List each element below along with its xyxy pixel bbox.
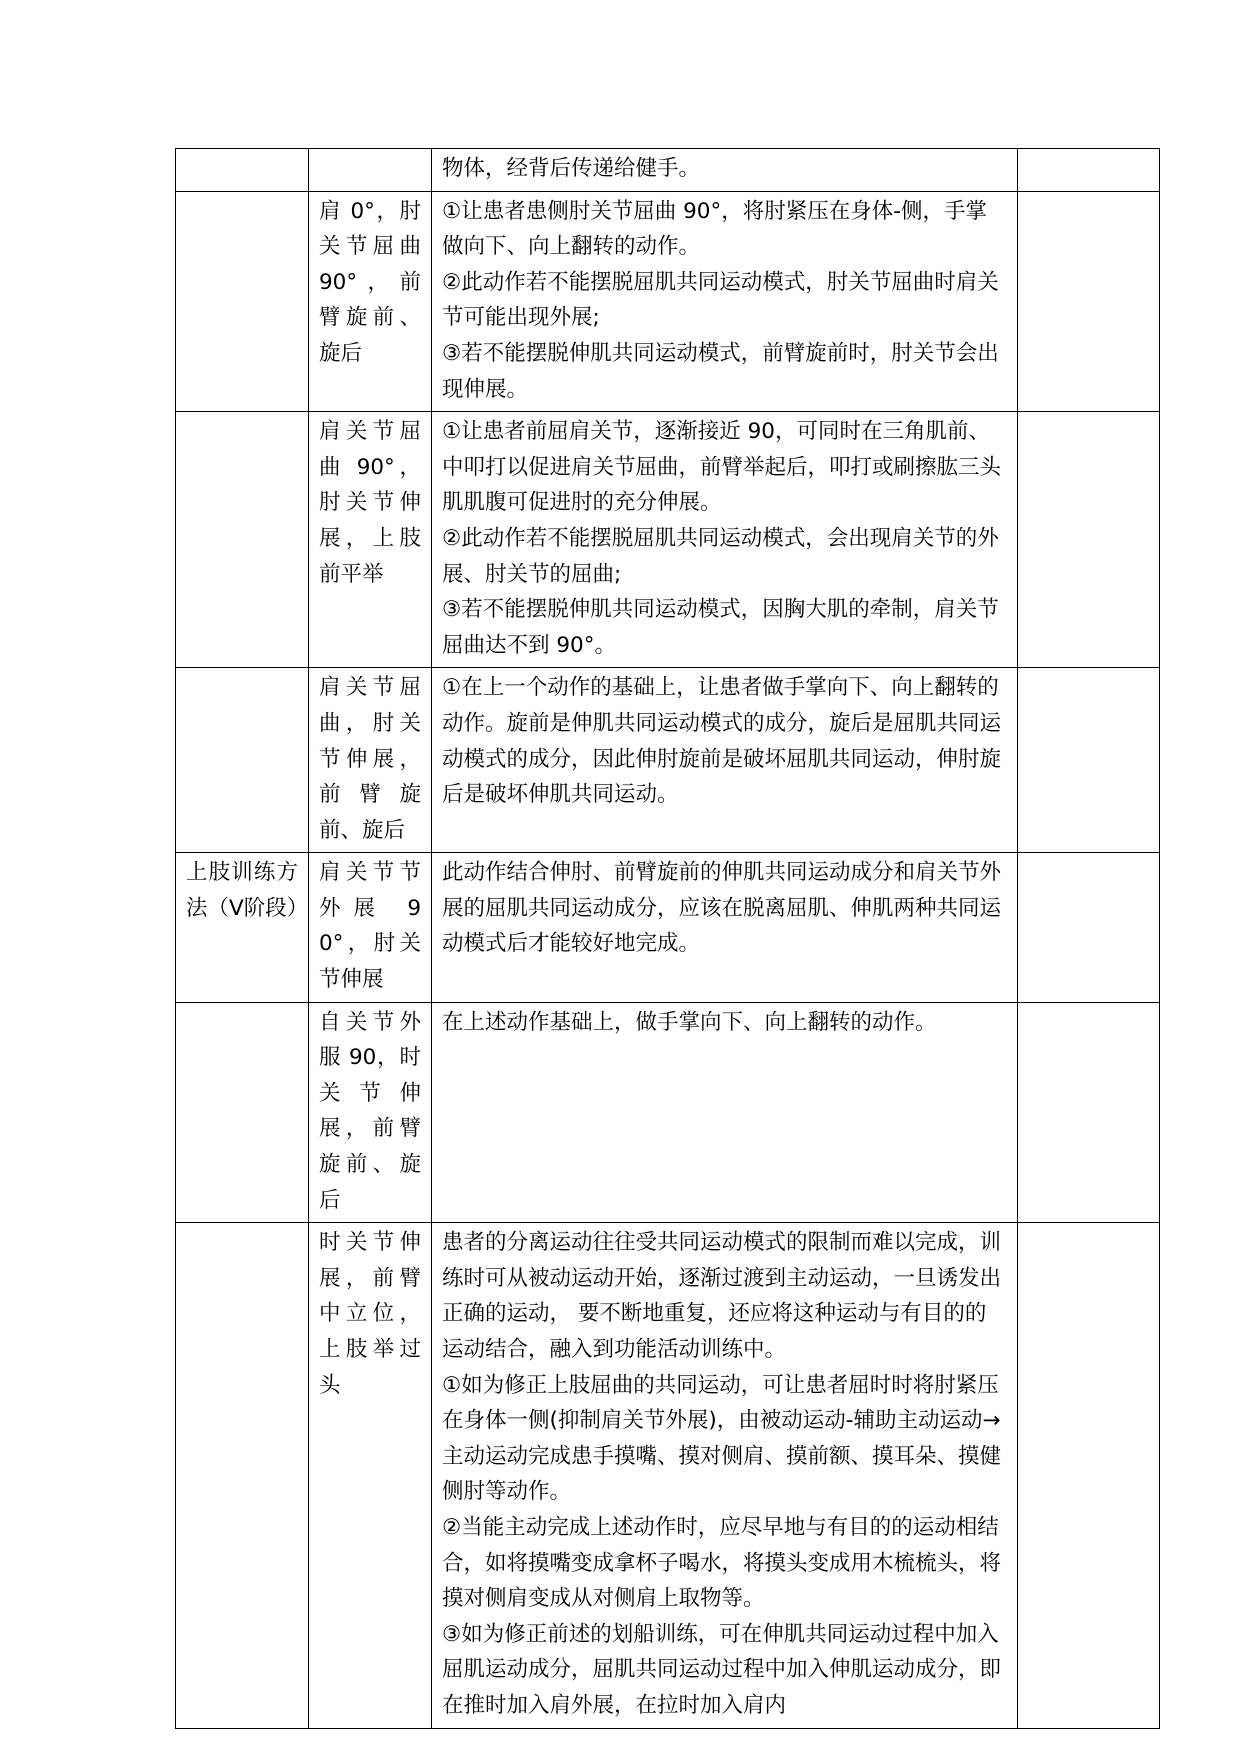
table-row bbox=[176, 191, 1160, 412]
method-paragraph: 在上述动作基础上，做手掌向下、向上翻转的动作。 bbox=[442, 1009, 937, 1035]
method-paragraph: ②当能主动完成上述动作时，应尽早地与有目的的运动相结合，如将摸嘴变成拿杯子喝水，将摸头变成用木梳梳头，将摸对侧肩变成从对侧肩上取物等。 bbox=[442, 1514, 1002, 1612]
method-paragraph: ③若不能摆脱伸肌共同运动模式，前臂旋前时，肘关节会出现伸展。 bbox=[442, 340, 999, 402]
table-row bbox=[176, 149, 1160, 192]
action-cell: 自关节外服 90，时关节伸展，前臂旋前、旋后 bbox=[309, 1002, 432, 1223]
method-cell bbox=[432, 1002, 1018, 1223]
training-table bbox=[175, 148, 1160, 1729]
method-paragraph: ③如为修正前述的划船训练，可在伸肌共同运动过程中加入屈肌运动成分，屈肌共同运动过程中加入伸肌运动成分，即在推时加入肩外展，在拉时加入肩内 bbox=[442, 1621, 1002, 1718]
category-cell: 上肢训练方法（Ⅴ阶段） bbox=[176, 853, 309, 1002]
table-row bbox=[176, 853, 1160, 1002]
note-cell bbox=[1018, 191, 1160, 412]
note-cell bbox=[1018, 1223, 1160, 1728]
method-cell bbox=[432, 191, 1018, 412]
table-row bbox=[176, 1002, 1160, 1223]
action-cell: 肩关节屈曲 90°，肘关节伸展，上肢前平举 bbox=[309, 412, 432, 668]
note-cell bbox=[1018, 1002, 1160, 1223]
category-cell bbox=[176, 1223, 309, 1728]
category-cell bbox=[176, 191, 309, 412]
action-cell bbox=[309, 149, 432, 192]
note-cell bbox=[1018, 412, 1160, 668]
action-cell: 肩 0°，肘关节屈曲 90°，前臂旋前、旋后 bbox=[309, 191, 432, 412]
method-cell bbox=[432, 149, 1018, 192]
note-cell bbox=[1018, 853, 1160, 1002]
method-cell bbox=[432, 853, 1018, 1002]
category-cell bbox=[176, 668, 309, 853]
note-cell bbox=[1018, 149, 1160, 192]
method-paragraph: ①让患者前屈肩关节，逐渐接近 90，可同时在三角肌前、中叩打以促进肩关节屈曲，前臂举起后，叩打或刷擦肱三头肌肌腹可促进肘的充分伸展。 bbox=[442, 419, 1002, 516]
method-cell bbox=[432, 412, 1018, 668]
method-paragraph: ②此动作若不能摆脱屈肌共同运动模式，肘关节屈曲时肩关节可能出现外展; bbox=[442, 269, 999, 331]
method-cell bbox=[432, 668, 1018, 853]
table-row bbox=[176, 668, 1160, 853]
category-cell bbox=[176, 149, 309, 192]
method-paragraph: ②此动作若不能摆脱屈肌共同运动模式，会出现肩关节的外展、肘关节的屈曲; bbox=[442, 525, 999, 587]
table-row bbox=[176, 1223, 1160, 1728]
method-paragraph: 患者的分离运动往往受共同运动模式的限制而难以完成，训练时可从被动运动开始，逐渐过渡到主动运动，一旦诱发出正确的运动， 要不断地重复，还应将这种运动与有目的的运动结合，融入到功能活动训练中。 bbox=[442, 1230, 1002, 1362]
note-cell bbox=[1018, 668, 1160, 853]
action-cell: 肩关节节外展 90°，肘关节伸展 bbox=[309, 853, 432, 1002]
table-body bbox=[176, 149, 1160, 1729]
method-paragraph: ①让患者患侧肘关节屈曲 90°，将肘紧压在身体-侧，手掌做向下、向上翻转的动作。 bbox=[442, 198, 987, 260]
method-paragraph: 物体，经背后传递给健手。 bbox=[442, 156, 701, 181]
table-row bbox=[176, 412, 1160, 668]
action-cell: 时关节伸展，前臂中立位，上肢举过头 bbox=[309, 1223, 432, 1728]
method-paragraph: ③若不能摆脱伸肌共同运动模式，因胸大肌的牵制，肩关节屈曲达不到 90°。 bbox=[442, 597, 999, 658]
action-cell: 肩关节屈曲，肘关节伸展，前臂旋前、旋后 bbox=[309, 668, 432, 853]
method-paragraph: ①在上一个动作的基础上，让患者做手掌向下、向上翻转的动作。旋前是伸肌共同运动模式的成分，旋后是屈肌共同运动模式的成分，因此伸肘旋前是破坏屈肌共同运动，伸肘旋后是破坏伸肌共同运动。 bbox=[442, 675, 1002, 808]
category-cell bbox=[176, 412, 309, 668]
category-cell bbox=[176, 1002, 309, 1223]
method-cell bbox=[432, 1223, 1018, 1728]
method-paragraph: ①如为修正上肢屈曲的共同运动，可让患者屈时时将肘紧压在身体一侧(抑制肩关节外展)，由被动运动-辅助主动运动→主动运动完成患手摸嘴、摸对侧肩、摸前额、摸耳朵、摸健侧肘等动作。 bbox=[442, 1372, 1002, 1505]
method-paragraph: 此动作结合伸肘、前臂旋前的伸肌共同运动成分和肩关节外展的屈肌共同运动成分，应该在脱离屈肌、伸肌两种共同运动模式后才能较好地完成。 bbox=[442, 860, 1002, 957]
